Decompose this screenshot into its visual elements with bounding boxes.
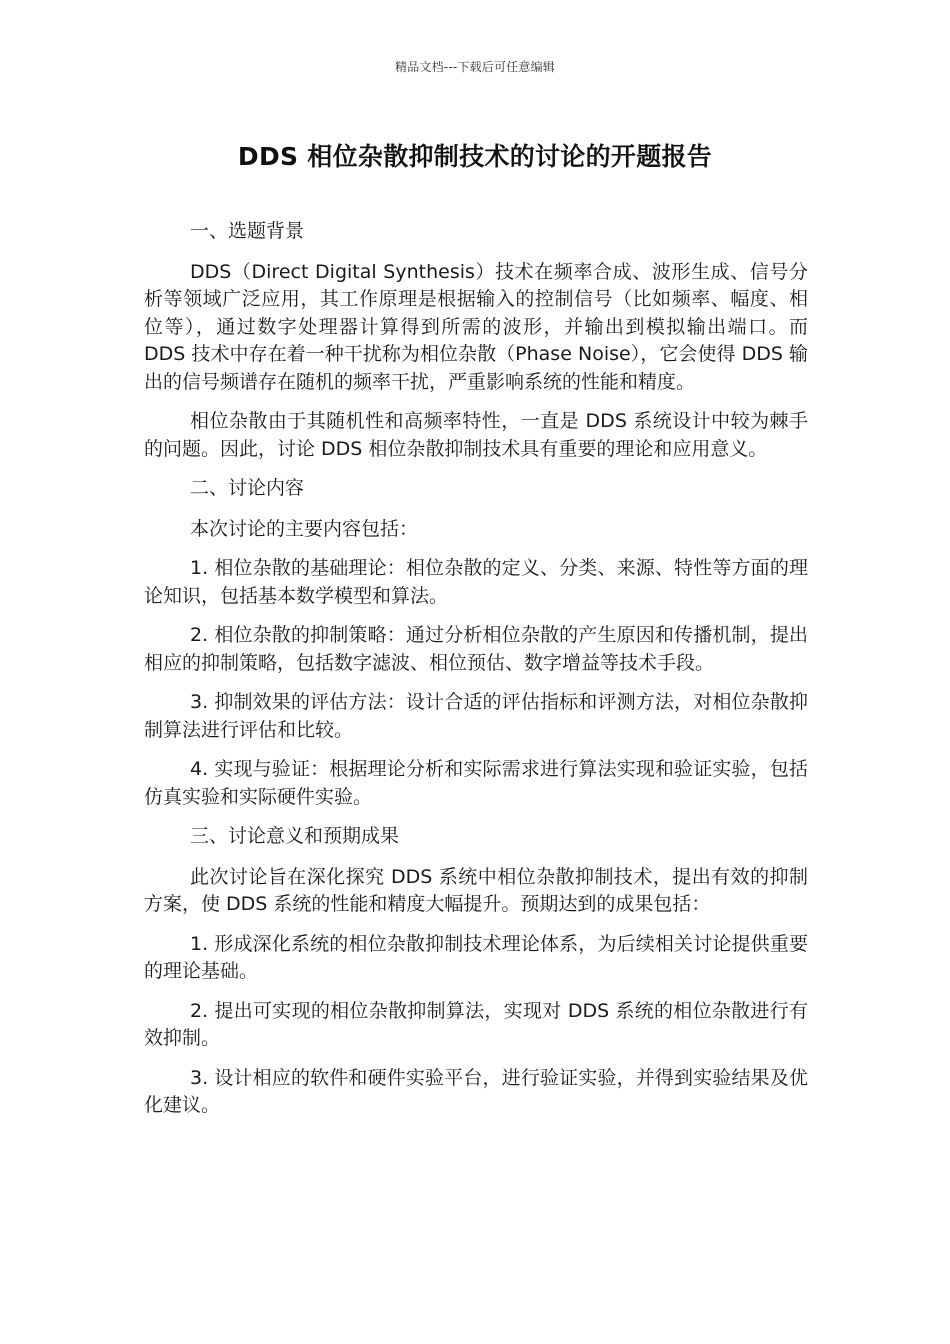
list-item: 1. 相位杂散的基础理论：相位杂散的定义、分类、来源、特性等方面的理论知识，包括基本数学模型和算法。 [144, 557, 808, 607]
list-item: 1. 形成深化系统的相位杂散抑制技术理论体系，为后续相关讨论提供重要的理论基础。 [144, 932, 808, 982]
list-item: 3. 设计相应的软件和硬件实验平台，进行验证实验，并得到实验结果及优化建议。 [144, 1066, 808, 1116]
list-item: 3. 抑制效果的评估方法：设计合适的评估指标和评测方法，对相位杂散抑制算法进行评估和比较。 [144, 691, 808, 741]
document-body [144, 218, 808, 1132]
section-heading-significance: 三、讨论意义和预期成果 [190, 825, 400, 847]
list-item: 4. 实现与验证：根据理论分析和实际需求进行算法实现和验证实验，包括仿真实验和实际硬件实验。 [144, 758, 808, 808]
paragraph: 此次讨论旨在深化探究 DDS 系统中相位杂散抑制技术，提出有效的抑制方案，使 DDS 系统的性能和精度大幅提升。预期达到的成果包括： [144, 865, 808, 915]
paragraph: 本次讨论的主要内容包括： [190, 517, 419, 540]
document-title: DDS 相位杂散抑制技术的讨论的开题报告 [237, 142, 713, 171]
list-item: 2. 相位杂散的抑制策略：通过分析相位杂散的产生原因和传播机制，提出相应的抑制策略，包括数字滤波、相位预估、数字增益等技术手段。 [144, 624, 808, 674]
list-item: 2. 提出可实现的相位杂散抑制算法，实现对 DDS 系统的相位杂散进行有效抑制。 [144, 999, 808, 1049]
section-heading-background: 一、选题背景 [190, 220, 305, 242]
section-heading-content: 二、讨论内容 [190, 477, 305, 499]
page-header: 精品文档---下载后可任意编辑 [395, 60, 555, 74]
paragraph: 相位杂散由于其随机性和高频率特性，一直是 DDS 系统设计中较为棘手的问题。因此，讨论 DDS 相位杂散抑制技术具有重要的理论和应用意义。 [144, 410, 808, 460]
paragraph: DDS（Direct Digital Synthesis）技术在频率合成、波形生成、信号分析等领域广泛应用，其工作原理是根据输入的控制信号（比如频率、幅度、相位等），通过数字处理器计算得到所需的波形，并输出到模拟输出端口。而 DDS 技术中存在着一种干扰称为相位杂散（Phase Noise），它会使得 DDS 输出的信号频谱存在随机的频率干扰，严重影响系统的性能和精度。 [144, 260, 808, 393]
